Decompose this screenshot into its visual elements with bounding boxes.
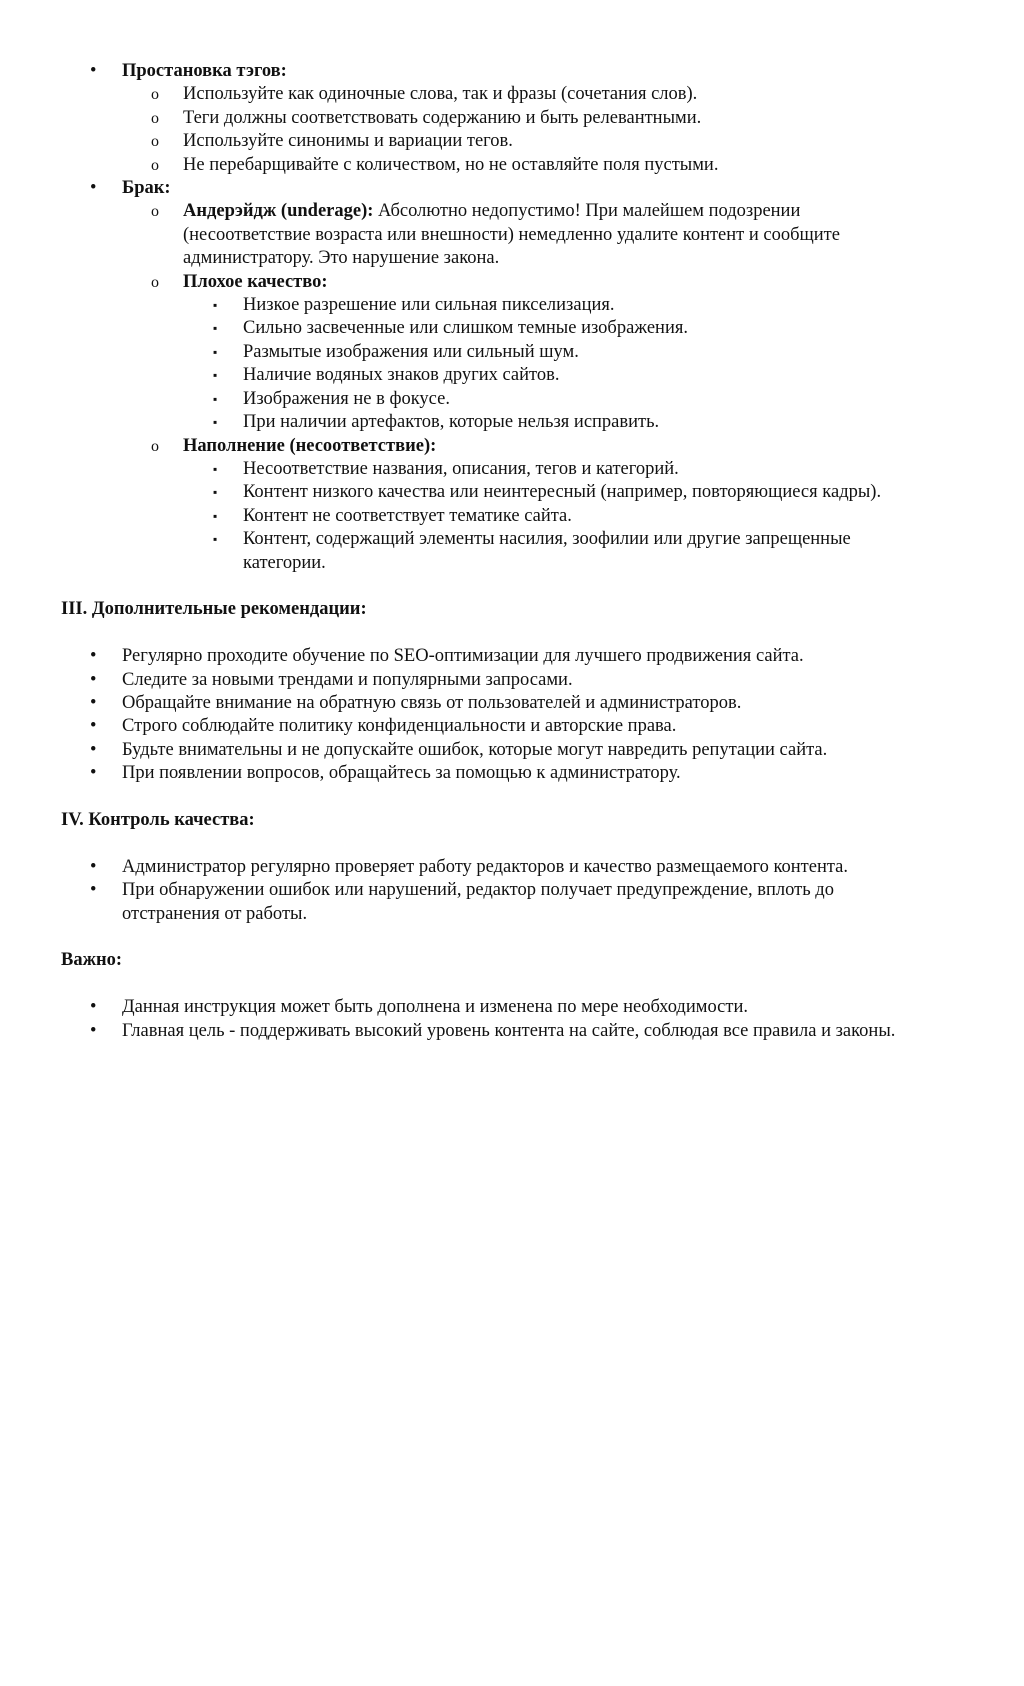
square-bullet-marker: ▪ — [213, 368, 218, 383]
content-mismatch-item: Контент, содержащий элементы насилия, зоофилии или другие запрещенные категории. — [243, 529, 851, 573]
underage-paragraph — [183, 200, 923, 270]
bullet-marker: • — [90, 856, 97, 877]
square-bullet-marker: ▪ — [213, 391, 218, 406]
bullet-marker: • — [90, 739, 97, 760]
content-mismatch-item: Контент не соответствует тематике сайта. — [243, 505, 572, 526]
list-item — [0, 505, 1024, 528]
list-item — [0, 856, 1024, 879]
document-page — [0, 60, 1024, 1043]
list-item — [0, 411, 1024, 434]
bullet-marker: • — [90, 178, 97, 199]
tag-rule: Используйте как одиночные слова, так и фразы (сочетания слов). — [183, 84, 698, 105]
spacer — [0, 926, 1024, 949]
square-bullet-marker: ▪ — [213, 485, 218, 500]
circle-bullet-marker: o — [151, 109, 159, 127]
content-mismatch-title: Наполнение (несоответствие): — [183, 435, 437, 456]
bullet-marker: • — [90, 1020, 97, 1041]
recommendation-item: Строго соблюдайте политику конфиденциальности и авторские права. — [122, 716, 677, 737]
bullet-marker: • — [90, 669, 97, 690]
spacer — [0, 973, 1024, 996]
bullet-marker: • — [90, 716, 97, 737]
bullet-marker: • — [90, 880, 97, 901]
list-item — [0, 879, 1024, 926]
spacer — [0, 575, 1024, 598]
recommendation-item: Следите за новыми трендами и популярными запросами. — [122, 669, 573, 690]
bad-quality-item: Размытые изображения или сильный шум. — [243, 341, 579, 362]
quality-control-item: При обнаружении ошибок или нарушений, редактор получает предупреждение, вплоть до отстранения от работы. — [122, 880, 834, 924]
list-item — [0, 739, 1024, 762]
section-title-tags: Простановка тэгов: — [122, 61, 287, 81]
circle-bullet-marker: o — [151, 86, 159, 104]
list-item — [0, 154, 1024, 177]
recommendation-item: Будьте внимательны и не допускайте ошибок, которые могут навредить репутации сайта. — [122, 739, 828, 760]
square-bullet-marker: ▪ — [213, 298, 218, 313]
list-item-bad-quality — [0, 271, 1024, 294]
list-item-content-mismatch — [0, 435, 1024, 458]
list-item — [0, 388, 1024, 411]
important-item: Главная цель - поддерживать высокий уровень контента на сайте, соблюдая все правила и законы. — [122, 1020, 896, 1041]
list-item — [0, 341, 1024, 364]
list-item — [0, 645, 1024, 668]
list-item — [0, 458, 1024, 481]
list-item-underage — [0, 200, 1024, 270]
quality-control-item: Администратор регулярно проверяет работу редакторов и качество размещаемого контента. — [122, 856, 849, 877]
tag-rule: Теги должны соответствовать содержанию и быть релевантными. — [183, 107, 702, 128]
bad-quality-title: Плохое качество: — [183, 271, 328, 292]
underage-text: Абсолютно недопустимо! При малейшем подозрении (несоответствие возраста или внешности) немедленно удалите контент и сообщите администратору. Это нарушение закона. — [183, 201, 840, 269]
list-item — [0, 364, 1024, 387]
circle-bullet-marker: o — [151, 203, 159, 221]
list-item — [0, 669, 1024, 692]
bullet-marker: • — [90, 646, 97, 667]
bad-quality-item: При наличии артефактов, которые нельзя исправить. — [243, 412, 660, 433]
list-item — [0, 692, 1024, 715]
important-item: Данная инструкция может быть дополнена и изменена по мере необходимости. — [122, 997, 748, 1018]
circle-bullet-marker: o — [151, 437, 159, 455]
circle-bullet-marker: o — [151, 156, 159, 174]
section-heading-important: Важно: — [61, 950, 123, 971]
bullet-marker: • — [90, 763, 97, 784]
list-item — [0, 996, 1024, 1019]
content-mismatch-item: Несоответствие названия, описания, тегов и категорий. — [243, 458, 679, 479]
bad-quality-item: Низкое разрешение или сильная пикселизация. — [243, 295, 615, 316]
circle-bullet-marker: o — [151, 273, 159, 291]
list-item-tags — [0, 60, 1024, 83]
square-bullet-marker: ▪ — [213, 415, 218, 430]
square-bullet-marker: ▪ — [213, 461, 218, 476]
square-bullet-marker: ▪ — [213, 321, 218, 336]
list-item — [0, 130, 1024, 153]
section-heading-recommendations: III. Дополнительные рекомендации: — [61, 599, 367, 620]
list-item — [0, 715, 1024, 738]
spacer — [0, 622, 1024, 645]
bullet-marker: • — [90, 61, 97, 81]
recommendation-item: Обращайте внимание на обратную связь от пользователей и администраторов. — [122, 692, 742, 713]
section-heading-quality-control: IV. Контроль качества: — [61, 809, 255, 830]
list-item — [0, 83, 1024, 106]
bullet-marker: • — [90, 692, 97, 713]
list-item — [0, 528, 1024, 575]
list-item — [0, 481, 1024, 504]
bad-quality-item: Сильно засвеченные или слишком темные изображения. — [243, 318, 688, 339]
content-mismatch-item: Контент низкого качества или неинтересный (например, повторяющиеся кадры). — [243, 482, 882, 503]
spacer — [0, 786, 1024, 809]
spacer — [0, 832, 1024, 855]
circle-bullet-marker: o — [151, 133, 159, 151]
tag-rule: Не перебарщивайте с количеством, но не оставляйте поля пустыми. — [183, 154, 719, 175]
list-item-defects — [0, 177, 1024, 200]
list-item — [0, 294, 1024, 317]
section-title-defects: Брак: — [122, 178, 171, 199]
list-item — [0, 107, 1024, 130]
bad-quality-item: Наличие водяных знаков других сайтов. — [243, 365, 560, 386]
bullet-marker: • — [90, 997, 97, 1018]
recommendation-item: Регулярно проходите обучение по SEO-оптимизации для лучшего продвижения сайта. — [122, 646, 804, 667]
underage-label: Андерэйдж (underage): — [183, 201, 374, 222]
square-bullet-marker: ▪ — [213, 508, 218, 523]
tag-rule: Используйте синонимы и вариации тегов. — [183, 131, 513, 152]
square-bullet-marker: ▪ — [213, 532, 218, 547]
list-item — [0, 317, 1024, 340]
list-item — [0, 762, 1024, 785]
recommendation-item: При появлении вопросов, обращайтесь за помощью к администратору. — [122, 763, 681, 784]
square-bullet-marker: ▪ — [213, 344, 218, 359]
list-item — [0, 1020, 1024, 1043]
bad-quality-item: Изображения не в фокусе. — [243, 388, 450, 409]
